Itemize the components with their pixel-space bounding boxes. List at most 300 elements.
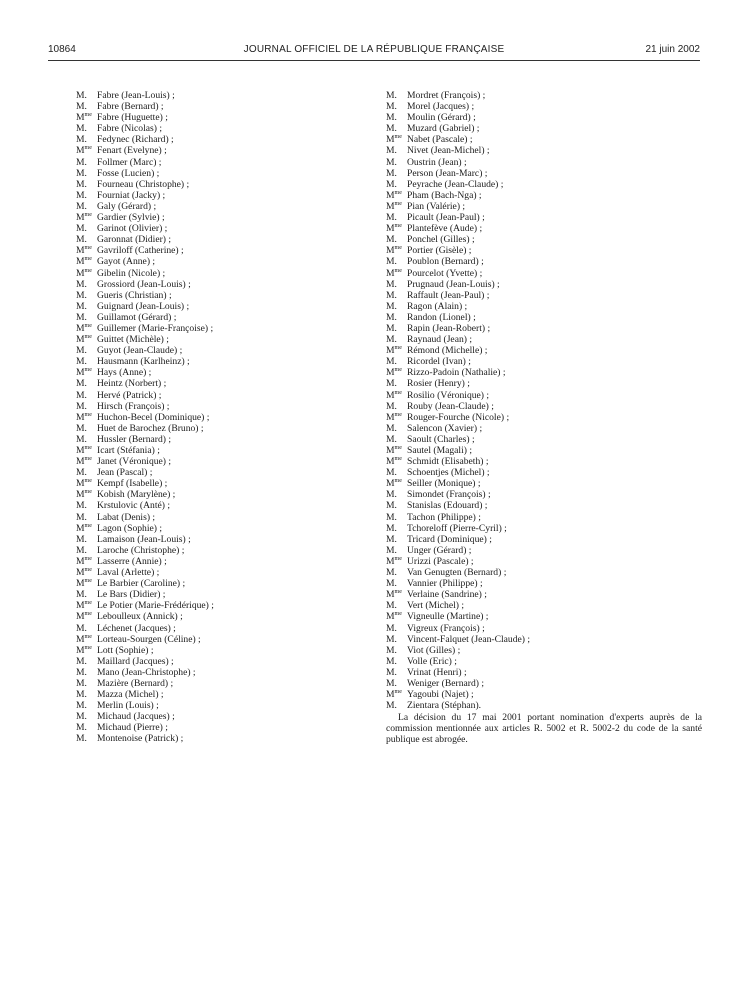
- civility: $M^{me}$: [386, 589, 402, 601]
- person-name: Garinot (Olivier) ;: [97, 223, 168, 235]
- list-item: [76, 678, 356, 689]
- person-name: Mano (Jean-Christophe) ;: [97, 666, 196, 678]
- person-name: Michaud (Pierre) ;: [97, 722, 168, 734]
- person-name: Tricard (Dominique) ;: [407, 533, 492, 545]
- list-item: [386, 279, 702, 290]
- civility: M.: [386, 467, 397, 479]
- list-item: [386, 134, 702, 145]
- person-name: Rapin (Jean-Robert) ;: [407, 322, 491, 334]
- person-name: Person (Jean-Marc) ;: [407, 167, 488, 179]
- civility: $M^{me}$: [76, 256, 92, 268]
- list-item: [386, 168, 702, 179]
- person-name: Yagoubi (Najet) ;: [407, 689, 474, 701]
- civility: $M^{me}$: [76, 267, 92, 279]
- civility: M.: [76, 689, 87, 701]
- list-item: [386, 645, 702, 656]
- person-name: Pourcelot (Yvette) ;: [407, 267, 483, 279]
- civility: M.: [76, 234, 87, 246]
- civility: M.: [386, 356, 397, 368]
- list-item: [76, 556, 356, 567]
- list-item: [76, 401, 356, 412]
- civility: M.: [76, 511, 87, 523]
- list-item: [76, 722, 356, 733]
- civility: M.: [76, 300, 87, 312]
- person-name: Le Bars (Didier) ;: [97, 589, 166, 601]
- person-name: Rosilio (Véronique) ;: [407, 389, 490, 401]
- list-item: [76, 434, 356, 445]
- civility: $M^{me}$: [386, 478, 402, 490]
- list-item: [76, 545, 356, 556]
- list-item: [76, 179, 356, 190]
- civility: $M^{me}$: [386, 555, 402, 567]
- civility: $M^{me}$: [76, 522, 92, 534]
- person-name: Nabet (Pascale) ;: [407, 134, 473, 146]
- person-name: Janet (Véronique) ;: [97, 456, 172, 468]
- list-item: [386, 367, 702, 378]
- person-name: Mazière (Bernard) ;: [97, 677, 174, 689]
- list-item: [76, 700, 356, 711]
- list-item: [386, 179, 702, 190]
- civility: $M^{me}$: [386, 222, 402, 235]
- civility: $M^{me}$: [76, 411, 92, 423]
- list-item: [76, 390, 356, 401]
- civility: M.: [76, 433, 87, 445]
- civility: $M^{me}$: [386, 455, 402, 468]
- list-item: [386, 600, 702, 611]
- list-item: [76, 523, 356, 534]
- list-item: [76, 223, 356, 234]
- list-item: [386, 556, 702, 567]
- civility: M.: [386, 567, 397, 579]
- list-item: [76, 134, 356, 145]
- list-item: [386, 667, 702, 678]
- civility: M.: [76, 422, 87, 434]
- list-item: [76, 90, 356, 101]
- person-name: Hussler (Bernard) ;: [97, 433, 172, 445]
- civility: $M^{me}$: [76, 455, 92, 468]
- list-item: [386, 90, 702, 101]
- left-column: [76, 90, 356, 745]
- person-name: Mazza (Michel) ;: [97, 689, 164, 701]
- list-item: [386, 356, 702, 367]
- civility: $M^{me}$: [76, 367, 92, 379]
- civility: M.: [386, 300, 397, 312]
- list-item: [386, 268, 702, 279]
- civility: M.: [76, 389, 87, 401]
- civility: $M^{me}$: [76, 633, 92, 645]
- civility: M.: [386, 101, 397, 113]
- list-item: [76, 645, 356, 656]
- person-name: Unger (Gérard) ;: [407, 544, 472, 556]
- person-name: Rosier (Henry) ;: [407, 378, 470, 390]
- list-item: [76, 711, 356, 722]
- person-name: Fabre (Bernard) ;: [97, 101, 164, 113]
- person-name: Fedynec (Richard) ;: [97, 134, 174, 146]
- list-item: [386, 434, 702, 445]
- person-name: Pham (Bach-Nga) ;: [407, 189, 482, 201]
- civility: $M^{me}$: [76, 333, 92, 346]
- person-name: Lagon (Sophie) ;: [97, 522, 163, 534]
- person-name: Guignard (Jean-Louis) ;: [97, 300, 190, 312]
- list-item: [76, 689, 356, 700]
- person-name: Garonnat (Didier) ;: [97, 234, 172, 246]
- person-name: Ricordel (Ivan) ;: [407, 356, 471, 368]
- person-name: Nivet (Jean-Michel) ;: [407, 145, 490, 157]
- list-item: [76, 534, 356, 545]
- civility: M.: [386, 256, 397, 268]
- list-item: [76, 623, 356, 634]
- right-column: [386, 90, 702, 746]
- person-name: Muzard (Gabriel) ;: [407, 123, 480, 135]
- person-name: Gayot (Anne) ;: [97, 256, 156, 268]
- civility: M.: [76, 500, 87, 512]
- person-name: Prugnaud (Jean-Louis) ;: [407, 278, 500, 290]
- civility: M.: [76, 589, 87, 601]
- civility: M.: [76, 167, 87, 179]
- list-item: [76, 600, 356, 611]
- list-item: [76, 245, 356, 256]
- civility: M.: [76, 90, 87, 101]
- civility: M.: [76, 289, 87, 301]
- person-name: Guillamot (Gérard) ;: [97, 311, 177, 323]
- civility: M.: [386, 422, 397, 434]
- civility: $M^{me}$: [386, 344, 402, 357]
- list-item: [386, 634, 702, 645]
- person-name: Tachon (Philippe) ;: [407, 511, 481, 523]
- civility: $M^{me}$: [386, 134, 402, 146]
- civility: M.: [386, 112, 397, 124]
- list-item: [386, 678, 702, 689]
- civility: M.: [76, 733, 87, 745]
- civility: M.: [386, 378, 397, 390]
- list-item: [76, 412, 356, 423]
- list-item: [386, 534, 702, 545]
- person-name: Labat (Denis) ;: [97, 511, 156, 523]
- person-name: Zientara (Stéphan).: [407, 700, 482, 712]
- person-name: Kempf (Isabelle) ;: [97, 478, 168, 490]
- list-item: [386, 378, 702, 389]
- list-item: [386, 145, 702, 156]
- list-item: [76, 512, 356, 523]
- person-name: Grossiord (Jean-Louis) ;: [97, 278, 191, 290]
- person-name: Gavriloff (Catherine) ;: [97, 245, 184, 257]
- civility: $M^{me}$: [76, 566, 92, 579]
- person-name: Gibelin (Nicole) ;: [97, 267, 166, 279]
- civility: M.: [76, 655, 87, 667]
- civility: M.: [76, 311, 87, 323]
- person-name: Vigneulle (Martine) ;: [407, 611, 489, 623]
- list-item: [76, 478, 356, 489]
- page-number: 10864: [48, 44, 76, 55]
- list-item: [386, 545, 702, 556]
- person-name: Follmer (Marc) ;: [97, 156, 162, 168]
- civility: M.: [386, 289, 397, 301]
- person-name: Guittet (Michèle) ;: [97, 334, 169, 346]
- list-item: [76, 578, 356, 589]
- list-item: [76, 445, 356, 456]
- person-name: Hays (Anne) ;: [97, 367, 152, 379]
- list-item: [76, 256, 356, 267]
- civility: $M^{me}$: [386, 189, 402, 201]
- list-item: [386, 301, 702, 312]
- list-item: [386, 201, 702, 212]
- person-name: Le Barbier (Caroline) ;: [97, 578, 186, 590]
- person-name: Picault (Jean-Paul) ;: [407, 212, 485, 224]
- person-name: Icart (Stéfania) ;: [97, 445, 160, 456]
- civility: M.: [76, 156, 87, 168]
- person-name: Guillemer (Marie-Françoise) ;: [97, 322, 214, 334]
- civility: M.: [386, 322, 397, 334]
- list-item: [386, 700, 702, 711]
- person-name: Volle (Eric) ;: [407, 655, 457, 667]
- civility: $M^{me}$: [76, 322, 92, 334]
- person-name: Lott (Sophie) ;: [97, 644, 154, 656]
- person-name: Vincent-Falquet (Jean-Claude) ;: [407, 633, 531, 645]
- list-item: [386, 157, 702, 168]
- list-item: [386, 290, 702, 301]
- person-name: Raffault (Jean-Paul) ;: [407, 289, 490, 301]
- person-name: Schmidt (Elisabeth) ;: [407, 456, 489, 468]
- civility: M.: [76, 677, 87, 689]
- list-item: [76, 234, 356, 245]
- person-name: Schoentjes (Michel) ;: [407, 467, 490, 479]
- list-item: [386, 456, 702, 467]
- person-name: Saoult (Charles) ;: [407, 433, 475, 445]
- list-item: [76, 334, 356, 345]
- person-name: Huchon-Becel (Dominique) ;: [97, 411, 210, 423]
- civility: M.: [386, 400, 397, 412]
- list-item: [386, 312, 702, 323]
- list-item: [386, 623, 702, 634]
- person-name: Stanislas (Edouard) ;: [407, 500, 488, 512]
- list-item: [386, 489, 702, 500]
- person-name: Lamaison (Jean-Louis) ;: [97, 533, 191, 545]
- civility: M.: [76, 622, 87, 634]
- list-item: [76, 667, 356, 678]
- person-name: Leboulleux (Annick) ;: [97, 611, 183, 623]
- person-name: Hausmann (Karlheinz) ;: [97, 356, 190, 368]
- person-name: Portier (Gisèle) ;: [407, 245, 472, 257]
- civility: M.: [386, 700, 397, 712]
- list-item: [386, 390, 702, 401]
- list-item: [76, 367, 356, 378]
- person-name: Kobish (Marylène) ;: [97, 489, 176, 501]
- list-item: [386, 123, 702, 134]
- list-item: [386, 412, 702, 423]
- civility: M.: [386, 145, 397, 157]
- person-name: Tchoreloff (Pierre-Cyril) ;: [407, 522, 507, 534]
- list-item: [386, 589, 702, 600]
- person-name: Galy (Gérard) ;: [97, 200, 157, 212]
- civility: $M^{me}$: [386, 411, 402, 423]
- civility: $M^{me}$: [76, 577, 92, 590]
- list-item: [76, 456, 356, 467]
- list-item: [386, 245, 702, 256]
- civility: $M^{me}$: [76, 211, 92, 224]
- person-name: Michaud (Jacques) ;: [97, 711, 175, 723]
- person-name: Moulin (Gérard) ;: [407, 112, 476, 124]
- person-name: Mordret (François) ;: [407, 90, 486, 101]
- list-item: [386, 500, 702, 511]
- civility: $M^{me}$: [76, 489, 92, 501]
- list-item: [386, 101, 702, 112]
- person-name: Léchenet (Jacques) ;: [97, 622, 176, 634]
- person-name: Oustrin (Jean) ;: [407, 156, 467, 168]
- civility: M.: [76, 722, 87, 734]
- list-item: [386, 689, 702, 700]
- person-name: Ponchel (Gilles) ;: [407, 234, 475, 246]
- civility: M.: [76, 101, 87, 113]
- civility: M.: [386, 677, 397, 689]
- person-name: Fabre (Jean-Louis) ;: [97, 90, 175, 101]
- civility: $M^{me}$: [386, 267, 402, 279]
- list-item: [76, 290, 356, 301]
- person-name: Montenoise (Patrick) ;: [97, 733, 184, 745]
- person-name: Heintz (Norbert) ;: [97, 378, 167, 390]
- civility: $M^{me}$: [386, 367, 402, 379]
- list-item: [76, 567, 356, 578]
- list-item: [76, 123, 356, 134]
- list-item: [76, 145, 356, 156]
- person-name: Fabre (Nicolas) ;: [97, 123, 163, 135]
- civility: M.: [76, 123, 87, 135]
- civility: M.: [76, 345, 87, 357]
- person-name: Hervé (Patrick) ;: [97, 389, 162, 401]
- person-name: Fourneau (Christophe) ;: [97, 178, 190, 190]
- person-name: Fourniat (Jacky) ;: [97, 189, 166, 201]
- list-item: [386, 423, 702, 434]
- list-item: [76, 611, 356, 622]
- person-name: Fabre (Huguette) ;: [97, 112, 168, 124]
- civility: $M^{me}$: [386, 200, 402, 212]
- list-item: [76, 356, 356, 367]
- civility: $M^{me}$: [76, 112, 92, 124]
- person-name: Plantefève (Aude) ;: [407, 223, 483, 235]
- list-item: [76, 268, 356, 279]
- civility: M.: [386, 334, 397, 346]
- civility: M.: [386, 522, 397, 534]
- person-name: Randon (Lionel) ;: [407, 311, 476, 323]
- closing-paragraph-text: La décision du 17 mai 2001 portant nomination d'experts auprès de la commission mentionnée aux articles R. 5002 et R. 5002-2 du code de la santé publique est abrogée.: [386, 712, 702, 746]
- civility: M.: [386, 500, 397, 512]
- header-rule: [48, 60, 700, 61]
- civility: M.: [386, 533, 397, 545]
- civility: M.: [386, 622, 397, 634]
- list-item: [76, 323, 356, 334]
- civility: $M^{me}$: [386, 389, 402, 401]
- civility: $M^{me}$: [76, 600, 92, 612]
- person-name: Maillard (Jacques) ;: [97, 655, 174, 667]
- person-name: Rémond (Michelle) ;: [407, 345, 488, 357]
- person-name: Ragon (Alain) ;: [407, 300, 468, 312]
- list-item: [76, 101, 356, 112]
- civility: M.: [386, 433, 397, 445]
- civility: $M^{me}$: [386, 444, 402, 456]
- list-item: [76, 423, 356, 434]
- person-name: Gueris (Christian) ;: [97, 289, 172, 301]
- list-item: [76, 312, 356, 323]
- civility: $M^{me}$: [76, 644, 92, 656]
- person-name: Viot (Gilles) ;: [407, 644, 461, 656]
- list-item: [386, 512, 702, 523]
- list-item: [76, 212, 356, 223]
- civility: $M^{me}$: [386, 688, 402, 701]
- list-item: [386, 656, 702, 667]
- list-item: [76, 157, 356, 168]
- list-item: [386, 112, 702, 123]
- civility: M.: [386, 633, 397, 645]
- civility: M.: [76, 400, 87, 412]
- person-name: Fosse (Lucien) ;: [97, 167, 160, 179]
- person-name: Urizzi (Pascale) ;: [407, 555, 474, 567]
- person-name: Rizzo-Padoin (Nathalie) ;: [407, 367, 506, 379]
- person-name: Sautel (Magali) ;: [407, 445, 473, 456]
- civility: M.: [76, 700, 87, 712]
- person-name: Rouby (Jean-Claude) ;: [407, 400, 494, 412]
- list-item: [76, 634, 356, 645]
- list-item: [386, 611, 702, 622]
- civility: M.: [76, 178, 87, 190]
- civility: M.: [386, 90, 397, 101]
- list-item: [386, 323, 702, 334]
- list-item: [76, 500, 356, 511]
- person-name: Salencon (Xavier) ;: [407, 422, 483, 434]
- civility: M.: [76, 356, 87, 368]
- person-name: Van Genugten (Bernard) ;: [407, 567, 507, 579]
- civility: M.: [386, 578, 397, 590]
- list-item: [76, 279, 356, 290]
- list-item: [386, 190, 702, 201]
- list-item: [76, 733, 356, 744]
- civility: M.: [386, 278, 397, 290]
- list-item: [76, 467, 356, 478]
- civility: M.: [386, 600, 397, 612]
- list-item: [76, 201, 356, 212]
- person-name: Verlaine (Sandrine) ;: [407, 589, 487, 601]
- list-item: [76, 301, 356, 312]
- person-name: Raynaud (Jean) ;: [407, 334, 473, 346]
- list-item: [386, 345, 702, 356]
- civility: M.: [76, 200, 87, 212]
- civility: M.: [386, 234, 397, 246]
- list-item: [76, 112, 356, 123]
- civility: M.: [76, 711, 87, 723]
- civility: M.: [76, 533, 87, 545]
- list-item: [386, 256, 702, 267]
- civility: M.: [386, 311, 397, 323]
- civility: $M^{me}$: [76, 555, 92, 567]
- list-item: [76, 190, 356, 201]
- person-name: Jean (Pascal) ;: [97, 467, 153, 479]
- issue-date: 21 juin 2002: [645, 44, 700, 55]
- list-item: [76, 656, 356, 667]
- list-item: [76, 345, 356, 356]
- civility: M.: [386, 167, 397, 179]
- journal-title: JOURNAL OFFICIEL DE LA RÉPUBLIQUE FRANÇAISE: [243, 44, 505, 55]
- list-item: [386, 567, 702, 578]
- person-name: Simondet (François) ;: [407, 489, 491, 501]
- person-name: Pian (Valérie) ;: [407, 200, 466, 212]
- person-name: Guyot (Jean-Claude) ;: [97, 345, 183, 357]
- person-name: Morel (Jacques) ;: [407, 101, 475, 113]
- person-name: Vrinat (Henri) ;: [407, 666, 467, 678]
- civility: M.: [386, 655, 397, 667]
- civility: M.: [386, 156, 397, 168]
- civility: M.: [386, 511, 397, 523]
- civility: M.: [386, 212, 397, 224]
- civility: M.: [76, 134, 87, 146]
- list-item: [386, 478, 702, 489]
